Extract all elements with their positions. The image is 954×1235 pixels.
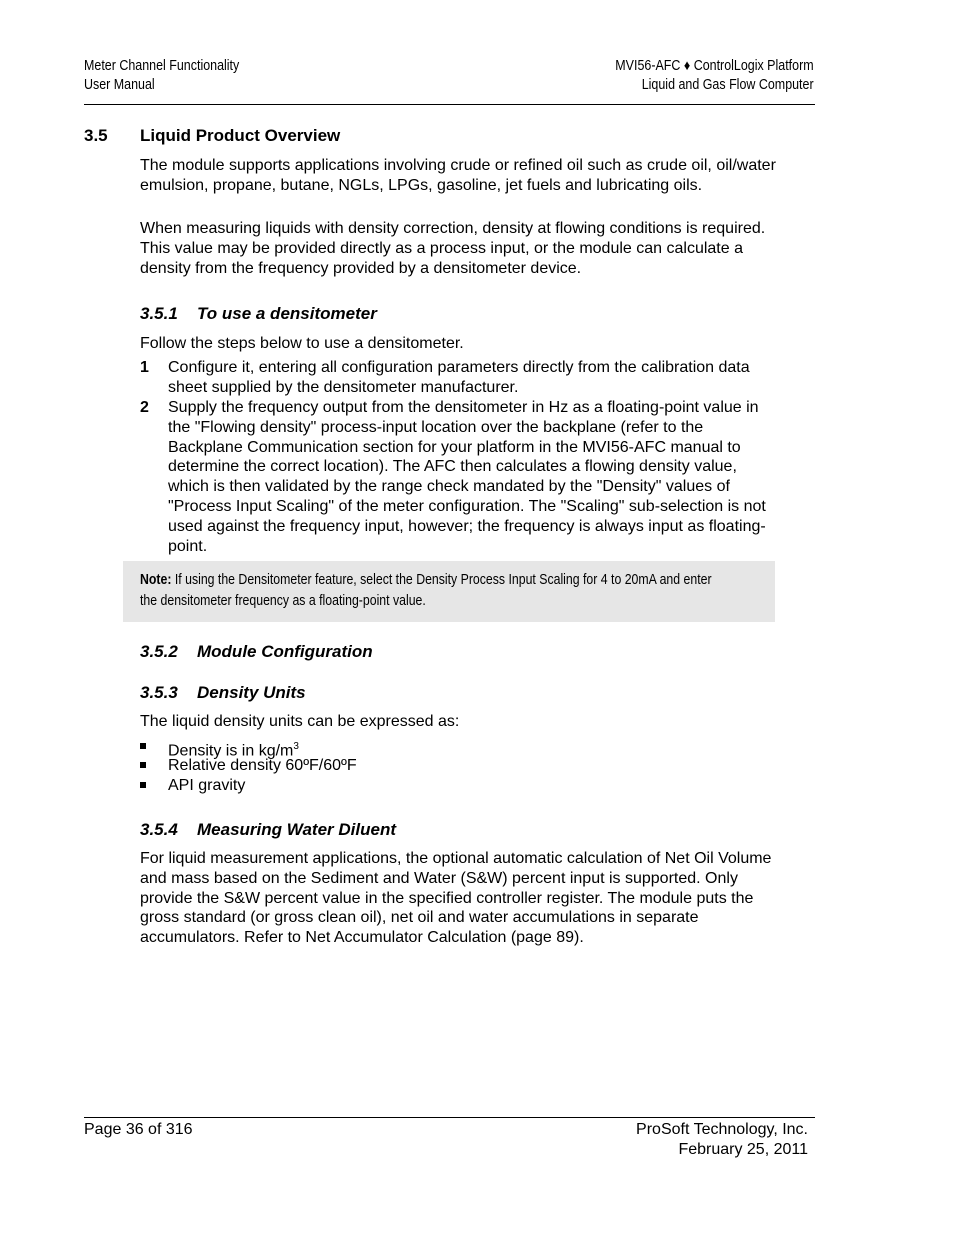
footer-page-number: Page 36 of 316 bbox=[84, 1121, 193, 1138]
header-product: MVI56-AFC ♦ ControlLogix Platform bbox=[615, 58, 814, 74]
note-label: Note: bbox=[140, 571, 172, 588]
step-number: 2 bbox=[140, 399, 149, 416]
header-left bbox=[84, 57, 239, 95]
bullet-icon bbox=[140, 782, 146, 788]
bullet-icon bbox=[140, 743, 146, 749]
subsection-number: 3.5.2 bbox=[140, 642, 178, 661]
subsection-title: Density Units bbox=[197, 683, 306, 702]
note-text bbox=[140, 569, 730, 611]
subsection-title: Module Configuration bbox=[197, 642, 373, 661]
subsection-heading-densitometer bbox=[140, 303, 377, 325]
list-item: Density is in $kg/m^3$ bbox=[168, 741, 299, 760]
list-item: API gravity bbox=[168, 777, 246, 794]
section-number: 3.5 bbox=[84, 126, 108, 145]
footer-right bbox=[636, 1120, 808, 1160]
bullet-icon bbox=[140, 762, 146, 768]
section-title: Liquid Product Overview bbox=[140, 126, 341, 145]
list-item: Relative density 60ºF/60ºF bbox=[168, 757, 357, 774]
step-text: Configure it, entering all configuration parameters directly from the calibration data sheet supplied by the densitometer manufacturer. bbox=[168, 359, 750, 396]
subsection-number: 3.5.3 bbox=[140, 683, 178, 702]
section-paragraph-1: The module supports applications involving crude or refined oil such as crude oil, oil/water emulsion, propane, butane, NGLs, LPGs, gasoline, jet fuels and lubricating oils. bbox=[140, 157, 776, 194]
subsection-heading-density-units bbox=[140, 682, 306, 704]
water-diluent-paragraph: For liquid measurement applications, the optional automatic calculation of Net Oil Volume and mass based on the Sediment and Water (S&W) percent input is supported. Only provide the S&W percent value in the specified controller register. The module puts the gross standard (or gross clean oil), net oil and water accumulations in separate accumulators. Refer to Net Accumulator Calculation (page 89). bbox=[140, 850, 772, 947]
subsection-title: Measuring Water Diluent bbox=[197, 820, 396, 839]
header-divider bbox=[84, 104, 815, 105]
footer-date: February 25, 2011 bbox=[678, 1140, 808, 1158]
subsection-heading-water-diluent bbox=[140, 819, 396, 841]
footer-divider bbox=[84, 1117, 815, 1118]
footer-company: ProSoft Technology, Inc. bbox=[636, 1121, 808, 1138]
step-text: Supply the frequency output from the densitometer in Hz as a floating-point value in the "Flowing density" process-input location over the backplane (refer to the Backplane Communication section for your platform in the MVI56-AFC manual to determine the correct location). The AFC then calculates a flowing density value, which is then validated by the range check mandated by the "Density" values of "Process Input Scaling" of the meter configuration. The "Scaling" sub-selection is not used against the frequency input, however; the frequency is always input as floating-point. bbox=[168, 399, 766, 555]
subsection-number: 3.5.1 bbox=[140, 304, 178, 323]
step-number: 1 bbox=[140, 359, 149, 376]
header-doc-type: User Manual bbox=[84, 77, 155, 93]
header-chapter: Meter Channel Functionality bbox=[84, 58, 240, 74]
densitometer-intro: Follow the steps below to use a densitometer. bbox=[140, 335, 464, 352]
subsection-number: 3.5.4 bbox=[140, 820, 178, 839]
section-paragraph-2: When measuring liquids with density correction, density at flowing conditions is required. This value may be provided directly as a process input, or the module can calculate a density from the frequency provided by a densitometer device. bbox=[140, 220, 766, 277]
subsection-heading-module-configuration bbox=[140, 641, 373, 663]
density-units-intro: The liquid density units can be expressed as: bbox=[140, 713, 460, 730]
header-right bbox=[616, 57, 814, 95]
note-body: If using the Densitometer feature, select the Density Process Input Scaling for 4 to 20mA and enter the densitometer frequency as a floating-point value. bbox=[140, 571, 712, 609]
subsection-title: To use a densitometer bbox=[197, 304, 377, 323]
header-subtitle: Liquid and Gas Flow Computer bbox=[642, 77, 814, 93]
